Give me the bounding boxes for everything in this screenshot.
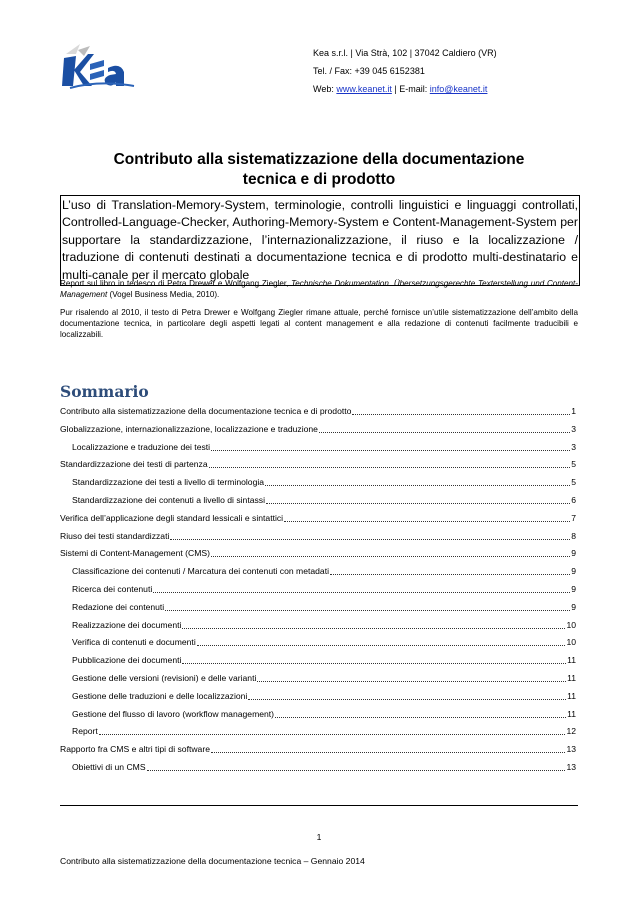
toc-leader-dots bbox=[211, 547, 570, 557]
toc-entry[interactable] bbox=[60, 405, 576, 423]
web-label: Web: bbox=[313, 84, 334, 94]
toc-entry-page: 5 bbox=[571, 477, 576, 488]
table-of-contents bbox=[60, 405, 576, 779]
toc-entry-title: Rapporto fra CMS e altri tipi di software bbox=[60, 744, 210, 755]
toc-leader-dots bbox=[197, 636, 566, 646]
toc-leader-dots bbox=[165, 601, 570, 611]
toc-entry[interactable] bbox=[60, 423, 576, 441]
report-description bbox=[60, 278, 578, 347]
toc-entry[interactable] bbox=[60, 565, 576, 583]
toc-entry[interactable] bbox=[60, 458, 576, 476]
toc-entry[interactable] bbox=[60, 690, 576, 708]
toc-entry-title: Standardizzazione dei testi di partenza bbox=[60, 459, 208, 470]
toc-entry-title: Pubblicazione dei documenti bbox=[72, 655, 182, 666]
toc-entry-page: 6 bbox=[571, 494, 576, 505]
toc-entry-page: 11 bbox=[567, 655, 576, 666]
toc-leader-dots bbox=[266, 494, 570, 504]
toc-entry[interactable] bbox=[60, 743, 576, 761]
toc-entry[interactable] bbox=[60, 725, 576, 743]
email-separator: | E-mail: bbox=[394, 84, 428, 94]
toc-entry-title: Realizzazione dei documenti bbox=[72, 619, 182, 630]
toc-entry-page: 9 bbox=[571, 566, 576, 577]
toc-leader-dots bbox=[275, 708, 566, 718]
toc-entry-page: 10 bbox=[566, 637, 576, 648]
toc-entry-title: Verifica dell’applicazione degli standard lessicali e sintattici bbox=[60, 512, 284, 523]
toc-entry-title: Gestione delle versioni (revisioni) e delle varianti bbox=[72, 672, 257, 683]
toc-entry[interactable] bbox=[60, 547, 576, 565]
toc-entry-title: Standardizzazione dei testi a livello di terminologia bbox=[72, 477, 265, 488]
toc-entry-title: Riuso dei testi standardizzati bbox=[60, 530, 170, 541]
toc-leader-dots bbox=[147, 761, 566, 771]
toc-entry-page: 9 bbox=[571, 601, 576, 612]
toc-entry-page: 8 bbox=[571, 530, 576, 541]
toc-leader-dots bbox=[211, 743, 565, 753]
toc-entry-title: Globalizzazione, internazionalizzazione, localizzazione e traduzione bbox=[60, 423, 318, 434]
toc-leader-dots bbox=[257, 672, 566, 682]
toc-entry[interactable] bbox=[60, 708, 576, 726]
toc-entry-page: 13 bbox=[566, 761, 576, 772]
report-p1-before: Report sul libro in tedesco di Petra Drewer e Wolfgang Ziegler, bbox=[60, 279, 292, 288]
toc-entry-page: 3 bbox=[571, 441, 576, 452]
toc-entry[interactable] bbox=[60, 619, 576, 637]
toc-entry-page: 11 bbox=[567, 708, 576, 719]
toc-entry-page: 7 bbox=[571, 512, 576, 523]
toc-entry[interactable] bbox=[60, 476, 576, 494]
toc-entry-title: Localizzazione e traduzione dei testi bbox=[72, 441, 211, 452]
toc-entry[interactable] bbox=[60, 672, 576, 690]
toc-entry[interactable] bbox=[60, 636, 576, 654]
document-title-line2: tecnica e di prodotto bbox=[242, 171, 396, 188]
toc-entry-title: Standardizzazione dei contenuti a livello di sintassi bbox=[72, 494, 265, 505]
toc-entry[interactable] bbox=[60, 512, 576, 530]
toc-entry-page: 9 bbox=[571, 548, 576, 559]
toc-entry-page: 5 bbox=[571, 459, 576, 470]
toc-leader-dots bbox=[352, 405, 570, 415]
toc-leader-dots bbox=[330, 565, 570, 575]
footer-divider bbox=[60, 805, 578, 806]
company-address: Kea s.r.l. | Via Strà, 102 | 37042 Caldiero (VR) bbox=[313, 48, 497, 58]
toc-entry-title: Contributo alla sistematizzazione della documentazione tecnica e di prodotto bbox=[60, 406, 352, 416]
toc-entry-page: 9 bbox=[571, 583, 576, 594]
website-link[interactable]: www.keanet.it bbox=[336, 84, 392, 94]
document-title bbox=[60, 150, 578, 190]
toc-leader-dots bbox=[170, 530, 570, 540]
toc-entry-page: 13 bbox=[566, 744, 576, 755]
toc-entry-title: Gestione del flusso di lavoro (workflow management) bbox=[72, 708, 275, 719]
toc-entry-page: 1 bbox=[571, 406, 576, 416]
toc-leader-dots bbox=[265, 476, 570, 486]
toc-leader-dots bbox=[319, 423, 570, 433]
toc-entry-title: Obiettivi di un CMS bbox=[72, 761, 146, 772]
report-paragraph-2: Pur risalendo al 2010, il testo di Petra Drewer e Wolfgang Ziegler rimane attuale, perché fornisce un’utile sistematizzazione dell’ambito della documentazione tecnica, in particolare degli aspetti legati al content management e alla redazione di contenuti facilmente traducibili e localizzabili. bbox=[60, 308, 578, 339]
toc-leader-dots bbox=[209, 458, 571, 468]
email-link[interactable]: info@keanet.it bbox=[429, 84, 488, 94]
toc-entry-page: 10 bbox=[566, 619, 576, 630]
company-phone: Tel. / Fax: +39 045 6152381 bbox=[313, 66, 425, 76]
toc-entry-title: Sistemi di Content-Management (CMS) bbox=[60, 548, 210, 559]
toc-entry[interactable] bbox=[60, 654, 576, 672]
footer-text: Contributo alla sistematizzazione della documentazione tecnica – Gennaio 2014 bbox=[60, 856, 365, 866]
kea-logo bbox=[60, 40, 140, 92]
report-p1-after: (Vogel Business Media, 2010). bbox=[107, 290, 220, 299]
toc-entry[interactable] bbox=[60, 601, 576, 619]
report-paragraph-1 bbox=[60, 278, 578, 300]
toc-leader-dots bbox=[284, 512, 570, 522]
toc-leader-dots bbox=[153, 583, 570, 593]
toc-entry[interactable] bbox=[60, 530, 576, 548]
toc-leader-dots bbox=[182, 654, 566, 664]
subtitle-summary-box: L’uso di Translation-Memory-System, terminologie, controlli linguistici e linguaggi controllati, Controlled-Language-Checker, Authoring-Memory-System e Content-Management-System per supportare la standardizzazione, l’internazionalizzazione, il riuso e la localizzazione / traduzione di contenuti destinati a documentazione tecnica e di prodotto multi-destinatario e multi-canale per il mercato globale bbox=[60, 195, 580, 286]
toc-entry-title: Gestione delle traduzioni e delle localizzazioni bbox=[72, 690, 248, 701]
company-web-line bbox=[313, 80, 497, 98]
toc-entry-title: Verifica di contenuti e documenti bbox=[72, 637, 196, 648]
toc-entry[interactable] bbox=[60, 583, 576, 601]
kea-logo-graphic bbox=[60, 40, 140, 92]
toc-heading: Sommario bbox=[60, 382, 149, 401]
toc-entry[interactable] bbox=[60, 494, 576, 512]
toc-entry[interactable] bbox=[60, 761, 576, 779]
toc-leader-dots bbox=[248, 690, 566, 700]
toc-entry-page: 12 bbox=[566, 726, 576, 737]
toc-entry-title: Classificazione dei contenuti / Marcatura dei contenuti con metadati bbox=[72, 566, 329, 577]
toc-entry-page: 11 bbox=[567, 690, 576, 701]
page-number: 1 bbox=[316, 832, 322, 842]
toc-entry-page: 11 bbox=[567, 672, 576, 683]
toc-entry[interactable] bbox=[60, 441, 576, 459]
toc-entry-title: Ricerca dei contenuti bbox=[72, 583, 153, 594]
company-info bbox=[313, 44, 497, 98]
toc-entry-page: 3 bbox=[571, 423, 576, 434]
book-title: Technische Dokumentation. Übersetzungsgerechte Texterstellung und Content-Management bbox=[60, 279, 578, 299]
toc-leader-dots bbox=[182, 619, 565, 629]
toc-leader-dots bbox=[211, 441, 570, 451]
toc-leader-dots bbox=[99, 725, 566, 735]
toc-entry-title: Report bbox=[72, 726, 98, 737]
toc-entry-title: Redazione dei contenuti bbox=[72, 601, 165, 612]
document-title-line1: Contributo alla sistematizzazione della documentazione bbox=[113, 151, 525, 168]
